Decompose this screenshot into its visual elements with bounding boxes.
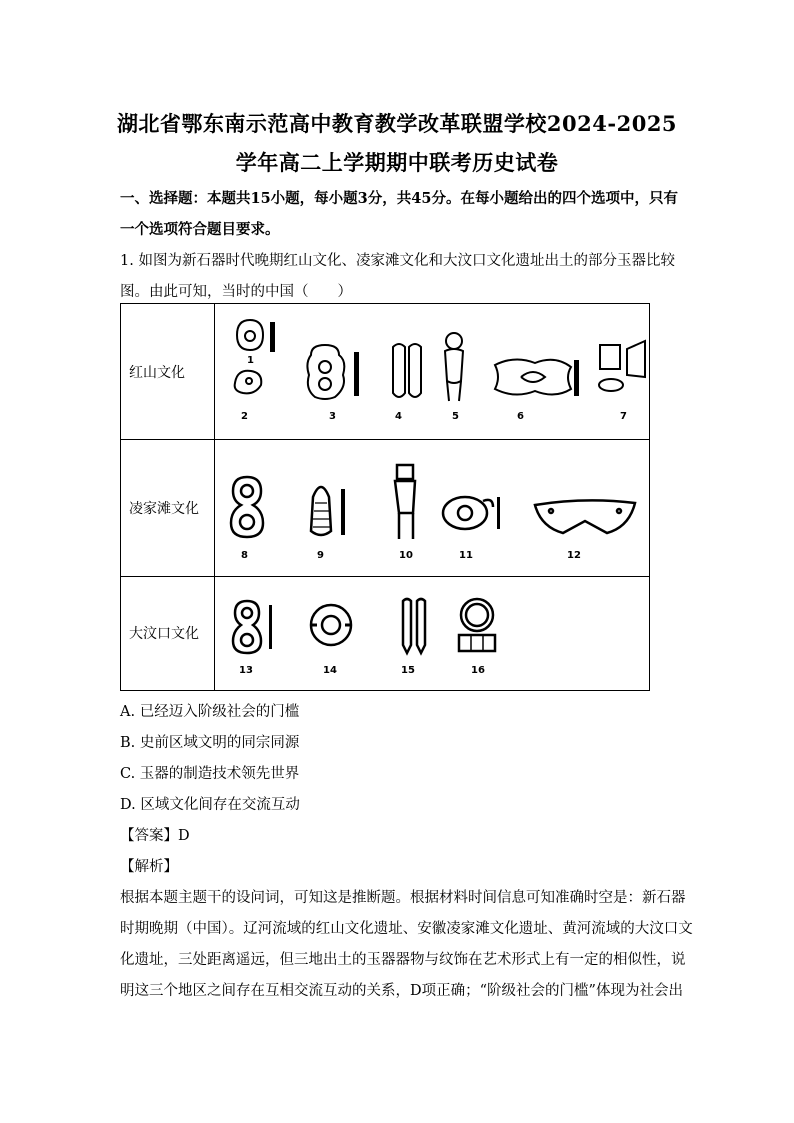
jade-number-6: 6: [517, 410, 524, 422]
jade-number-1: 1: [247, 354, 254, 366]
dawenkou-jade-illustration: [215, 577, 655, 689]
analysis-line2: 时期晚期（中国）。辽河流域的红山文化遗址、安徽凌家滩文化遗址、黄河流域的大汶口文: [120, 921, 693, 937]
answer-line: 【答案】D: [120, 828, 190, 844]
analysis-line1: 根据本题主题干的设问词，可知这是推断题。根据材料时间信息可知准确时空是：新石器: [120, 890, 686, 906]
section-instruction-line2: 一个选项符合题目要求。: [120, 221, 280, 238]
question-stem-line2: 图。由此可知，当时的中国（ ）: [120, 284, 352, 300]
jade-comparison-table: [120, 303, 650, 691]
jade-number-5: 5: [452, 410, 459, 422]
option-d: D. 区域文化间存在交流互动: [120, 797, 300, 813]
dawenkou-jade-images: [215, 576, 650, 690]
analysis-line3: 化遗址，三处距离遥远，但三地出土的玉器器物与纹饰在艺术形式上有一定的相似性，说: [120, 952, 686, 968]
analysis-heading: 【解析】: [120, 859, 178, 875]
jade-number-2: 2: [241, 410, 248, 422]
document-title-line1: 湖北省鄂东南示范高中教育教学改革联盟学校2024-2025: [116, 111, 678, 136]
document-title-line2: 学年高二上学期期中联考历史试卷: [235, 150, 559, 175]
lingjiatan-jade-illustration: [215, 441, 655, 575]
jade-number-9: 9: [317, 550, 324, 562]
lingjiatan-item-numbers: [241, 550, 581, 561]
jade-number-15: 15: [401, 665, 415, 677]
jade-number-11: 11: [459, 550, 473, 562]
culture-label-dawenkou: 大汶口文化: [121, 576, 215, 690]
culture-label-hongshan: 红山文化: [121, 304, 215, 440]
jade-number-10: 10: [399, 550, 413, 562]
analysis-line4: 明这三个地区之间存在互相交流互动的关系，D项正确；“阶级社会的门槛”体现为社会出: [120, 983, 683, 999]
question-stem-line1: 1. 如图为新石器时代晚期红山文化、凌家滩文化和大汶口文化遗址出土的部分玉器比较: [120, 253, 675, 269]
jade-number-14: 14: [323, 665, 337, 677]
jade-number-13: 13: [239, 665, 253, 677]
jade-number-8: 8: [241, 550, 248, 562]
culture-label-lingjiatan: 凌家滩文化: [121, 440, 215, 576]
option-b: B. 史前区域文明的同宗同源: [120, 735, 300, 751]
jade-number-3: 3: [329, 410, 336, 422]
lingjiatan-jade-images: [215, 440, 650, 576]
hongshan-jade-illustration: [215, 305, 655, 439]
jade-number-12: 12: [567, 550, 581, 562]
dawenkou-item-numbers: [239, 665, 485, 676]
option-a: A. 已经迈入阶级社会的门槛: [120, 704, 300, 720]
hongshan-jade-images: [215, 304, 650, 440]
section-instruction-line1: 一、选择题：本题共15小题，每小题3分，共45分。在每小题给出的四个选项中，只有: [120, 190, 678, 207]
jade-number-7: 7: [620, 410, 627, 422]
option-c: C. 玉器的制造技术领先世界: [120, 766, 300, 782]
jade-number-4: 4: [395, 410, 402, 422]
jade-number-16: 16: [471, 665, 485, 677]
